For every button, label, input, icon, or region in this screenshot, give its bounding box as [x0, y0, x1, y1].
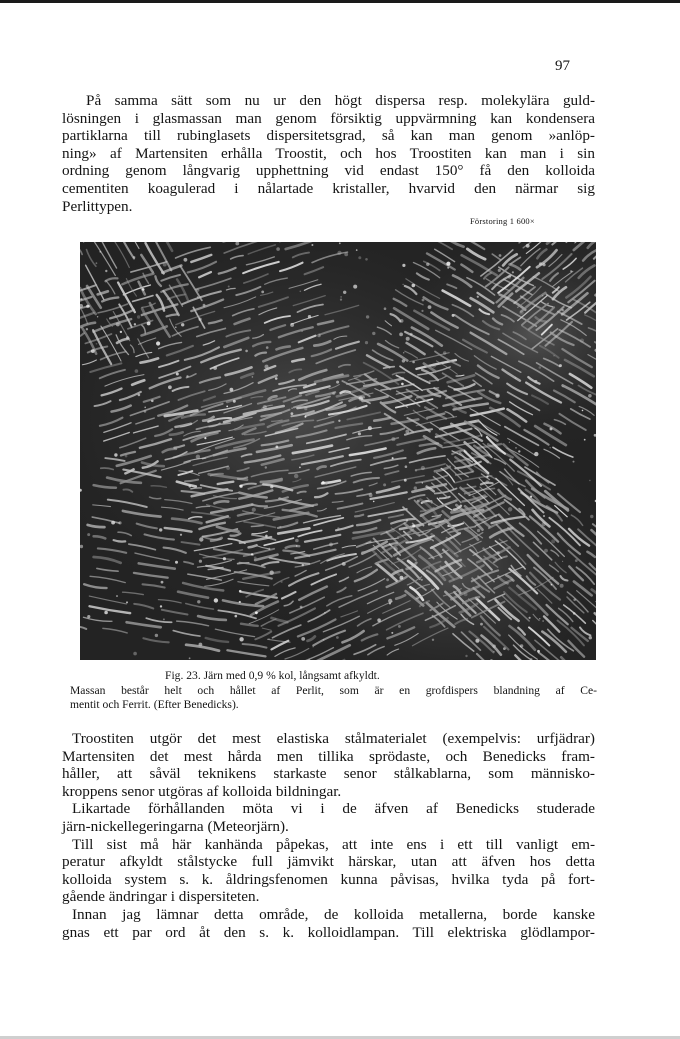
- caption-line: mentit och Ferrit. (Efter Benedicks).: [70, 698, 239, 712]
- speckle: [80, 298, 82, 300]
- speckle: [120, 331, 122, 333]
- speckle: [213, 366, 217, 370]
- speckle: [353, 285, 357, 289]
- speckle: [340, 299, 342, 301]
- intro-line: ning» af Martensiten erhålla Troostit, och hos Troostiten kan man i sin: [62, 144, 595, 162]
- speckle: [226, 466, 230, 470]
- speckle: [391, 437, 395, 441]
- body-line: håller, att såväl teknikens starkaste senor stålkablarna, som människo-: [62, 765, 595, 783]
- speckle: [317, 334, 321, 338]
- speckle: [340, 296, 342, 298]
- speckle: [529, 617, 531, 619]
- speckle: [311, 244, 313, 246]
- speckle: [520, 644, 523, 647]
- speckle: [373, 501, 375, 503]
- speckle: [559, 364, 562, 367]
- speckle: [125, 455, 128, 458]
- speckle: [144, 410, 147, 413]
- speckle: [493, 651, 495, 653]
- intro-line: lösningen i glasmassan man genom försiktig uppvärmning kan kondensera: [62, 109, 595, 127]
- speckle: [405, 430, 409, 434]
- body-line: Troostiten utgör det mest elastiska stålmaterialet (exempelvis: urfjädrar): [72, 730, 595, 747]
- speckle: [299, 467, 301, 469]
- speckle: [477, 529, 480, 532]
- speckle: [261, 291, 264, 294]
- speckle: [515, 447, 517, 449]
- speckle: [133, 256, 135, 258]
- speckle: [239, 590, 242, 593]
- speckle: [308, 315, 311, 318]
- speckle: [562, 309, 564, 311]
- speckle: [410, 333, 413, 336]
- speckle: [252, 376, 254, 378]
- speckle: [539, 262, 542, 265]
- speckle: [431, 502, 433, 504]
- speckle: [560, 584, 564, 588]
- speckle: [126, 336, 129, 339]
- speckle: [254, 557, 257, 560]
- body-line: järn-nickellegeringarna (Meteorjärn).: [62, 817, 289, 835]
- speckle: [290, 323, 294, 327]
- body-line: kolloida system s. k. åldringsfenomen kunna påvisas, hvilka tyda på fort-: [62, 870, 595, 888]
- speckle: [265, 466, 267, 468]
- speckle: [228, 286, 230, 288]
- speckle: [105, 270, 107, 272]
- body-line: Till sist må här kanhända påpekas, att inte ens i ett till vanligt em-: [72, 835, 595, 853]
- speckle: [399, 333, 403, 337]
- speckle: [312, 646, 313, 647]
- speckle: [588, 394, 592, 398]
- speckle: [542, 263, 545, 266]
- speckle: [96, 343, 98, 345]
- speckle: [304, 416, 306, 418]
- speckle: [344, 253, 348, 257]
- speckle: [268, 638, 269, 639]
- speckle: [388, 599, 392, 603]
- speckle: [406, 337, 410, 341]
- body-line: gående ändringar i dispersiteten.: [62, 888, 260, 906]
- speckle: [342, 562, 346, 566]
- speckle: [142, 288, 145, 291]
- page-number: 97: [555, 58, 570, 74]
- speckle: [406, 519, 408, 521]
- speckle: [542, 295, 543, 296]
- speckle: [365, 341, 368, 344]
- speckle: [325, 482, 328, 485]
- speckle: [295, 539, 299, 543]
- speckle: [199, 537, 203, 541]
- speckle: [133, 652, 137, 656]
- body-line: gnas ett par ord åt den s. k. kolloidlampan. Till elektriska glödlampor-: [62, 923, 595, 941]
- speckle: [401, 383, 404, 386]
- speckle: [589, 636, 592, 639]
- speckle: [359, 396, 363, 400]
- speckle: [159, 528, 162, 531]
- speckle: [428, 567, 430, 569]
- speckle: [97, 316, 98, 317]
- speckle: [584, 439, 586, 441]
- speckle: [147, 322, 151, 326]
- speckle: [291, 408, 292, 409]
- speckle: [509, 442, 510, 443]
- speckle: [544, 549, 548, 553]
- speckle: [539, 366, 542, 369]
- speckle: [530, 496, 532, 498]
- speckle: [515, 377, 516, 378]
- speckle: [300, 291, 302, 293]
- speckle: [176, 373, 179, 376]
- speckle: [343, 291, 346, 294]
- speckle: [412, 284, 416, 288]
- speckle: [279, 526, 281, 528]
- micrograph-figure: [80, 242, 596, 660]
- speckle: [421, 310, 423, 312]
- speckle: [266, 346, 269, 349]
- speckle: [263, 405, 267, 409]
- body-line: Likartade förhållanden möta vi i de äfven af Benedicks studerade: [72, 800, 595, 818]
- speckle: [104, 611, 108, 615]
- speckle: [464, 592, 468, 596]
- body-line: peratur afkyldt stålstycke full jämvikt härskar, utan att äfven hos detta: [62, 853, 595, 871]
- speckle: [392, 457, 394, 459]
- speckle: [239, 601, 241, 603]
- intro-line: På samma sätt som nu ur den högt dispersa resp. molekylära guld-: [86, 92, 595, 109]
- intro-line: ordning genom långvarig upphettning vid endast 150° få den kolloida: [62, 162, 595, 180]
- speckle: [255, 611, 258, 614]
- speckle: [300, 606, 303, 609]
- speckle: [446, 262, 450, 266]
- speckle: [270, 485, 273, 488]
- speckle: [432, 639, 434, 641]
- speckle: [486, 476, 488, 478]
- speckle: [398, 625, 401, 628]
- speckle: [181, 323, 184, 326]
- speckle: [304, 407, 307, 410]
- speckle: [550, 427, 553, 430]
- speckle: [114, 453, 117, 456]
- speckle: [537, 650, 540, 653]
- speckle: [186, 375, 188, 377]
- speckle: [197, 296, 199, 298]
- speckle: [356, 249, 358, 251]
- speckle: [443, 351, 446, 354]
- speckle: [417, 500, 420, 503]
- speckle: [86, 305, 89, 308]
- speckle: [294, 474, 298, 478]
- speckle: [180, 534, 182, 536]
- speckle: [138, 394, 141, 397]
- speckle: [503, 647, 506, 650]
- speckle: [415, 399, 417, 401]
- body-line: Innan jag lämnar detta område, de kolloida metallerna, borde kanske: [72, 905, 595, 923]
- speckle: [197, 600, 200, 603]
- speckle: [412, 525, 415, 528]
- speckle: [573, 599, 576, 602]
- figure-caption-body: [70, 684, 597, 713]
- figure-caption-title: Fig. 23. Järn med 0,9 % kol, långsamt afkyldt.: [165, 669, 380, 682]
- speckle: [426, 263, 429, 266]
- speckle: [134, 323, 136, 325]
- speckle: [270, 571, 274, 575]
- speckle: [137, 315, 140, 318]
- caption-line: Massan består helt och hållet af Perlit, som är en grofdispers blandning af Ce-: [70, 684, 597, 697]
- speckle: [252, 508, 256, 512]
- speckle: [428, 305, 432, 309]
- speckle: [405, 465, 408, 468]
- speckle: [582, 410, 584, 412]
- speckle: [526, 244, 530, 248]
- magnification-label: Förstoring 1 600×: [470, 216, 535, 226]
- speckle: [394, 547, 398, 551]
- speckle: [573, 461, 575, 463]
- speckle: [551, 539, 555, 543]
- speckle: [575, 559, 578, 562]
- speckle: [403, 352, 404, 353]
- intro-paragraph: [62, 92, 595, 215]
- speckle: [199, 560, 202, 563]
- speckle: [562, 386, 563, 387]
- speckle: [155, 634, 158, 637]
- speckle: [508, 507, 512, 511]
- speckle: [86, 328, 88, 330]
- speckle: [214, 598, 218, 602]
- speckle: [497, 551, 500, 554]
- speckle: [322, 481, 325, 484]
- speckle: [296, 545, 298, 547]
- speckle: [161, 581, 164, 584]
- speckle: [383, 483, 386, 486]
- speckle: [573, 612, 576, 615]
- speckle: [432, 363, 436, 367]
- speckle: [403, 284, 404, 285]
- speckle: [570, 270, 572, 272]
- speckle: [240, 485, 243, 488]
- speckle: [547, 328, 549, 330]
- speckle: [291, 412, 294, 415]
- speckle: [421, 466, 425, 470]
- speckle: [518, 450, 520, 452]
- speckle: [465, 655, 467, 657]
- speckle: [384, 307, 387, 310]
- speckle: [477, 296, 479, 298]
- speckle: [223, 557, 226, 560]
- speckle: [281, 581, 283, 583]
- speckle: [184, 258, 188, 262]
- speckle: [539, 618, 540, 619]
- speckle: [372, 332, 375, 335]
- speckle: [336, 636, 339, 639]
- speckle: [226, 406, 228, 408]
- speckle: [332, 392, 335, 395]
- speckle: [198, 318, 201, 321]
- speckle: [251, 553, 253, 555]
- speckle: [542, 620, 544, 622]
- speckle: [329, 543, 333, 547]
- speckle: [116, 322, 120, 326]
- speckle: [480, 623, 483, 626]
- speckle: [447, 267, 449, 269]
- speckle: [368, 426, 372, 430]
- speckle: [400, 576, 404, 580]
- speckle: [144, 407, 146, 409]
- speckle: [189, 657, 191, 659]
- speckle: [412, 361, 415, 364]
- speckle: [156, 341, 160, 345]
- speckle: [452, 314, 455, 317]
- speckle: [116, 595, 118, 597]
- speckle: [400, 319, 404, 323]
- speckle: [245, 350, 248, 353]
- speckle: [402, 264, 405, 267]
- speckle: [96, 262, 98, 264]
- speckle: [358, 256, 361, 259]
- speckle: [230, 388, 234, 392]
- speckle: [543, 515, 545, 517]
- speckle: [402, 359, 405, 362]
- speckle: [233, 400, 236, 403]
- speckle: [339, 242, 341, 244]
- speckle: [495, 394, 499, 398]
- speckle: [302, 564, 304, 566]
- speckle: [160, 605, 162, 607]
- speckle: [431, 581, 433, 583]
- speckle: [338, 420, 340, 422]
- speckle: [276, 446, 279, 449]
- speckle: [414, 486, 417, 489]
- speckle: [512, 271, 514, 273]
- speckle: [369, 493, 373, 497]
- speckle: [377, 618, 381, 622]
- speckle: [508, 275, 512, 279]
- speckle: [301, 637, 305, 641]
- speckle: [416, 596, 420, 600]
- body-line: Martensiten det mest hårda men tillika sprödaste, och Benedicks fram-: [62, 747, 595, 765]
- speckle: [163, 618, 165, 620]
- body-paragraphs: [62, 730, 595, 941]
- speckle: [175, 561, 178, 564]
- speckle: [493, 645, 496, 648]
- speckle: [199, 643, 203, 647]
- speckle: [562, 561, 563, 562]
- speckle: [235, 615, 238, 618]
- top-page-edge: [0, 0, 680, 3]
- intro-line: Perlittypen.: [62, 197, 133, 215]
- speckle: [498, 269, 501, 272]
- speckle: [99, 251, 101, 253]
- speckle: [415, 469, 417, 471]
- speckle: [276, 247, 280, 251]
- speckle: [301, 331, 302, 332]
- micrograph-image: [80, 242, 596, 660]
- speckle: [365, 258, 368, 261]
- speckle: [422, 482, 423, 483]
- speckle: [366, 315, 369, 318]
- speckle: [553, 355, 554, 356]
- speckle: [189, 485, 192, 488]
- speckle: [386, 578, 389, 581]
- speckle: [265, 365, 269, 369]
- body-line: kroppens senor utgöras af kolloida bildningar.: [62, 782, 342, 800]
- speckle: [239, 637, 243, 641]
- speckle: [580, 339, 584, 343]
- speckle: [589, 480, 590, 481]
- speckle: [204, 437, 206, 439]
- speckle: [475, 639, 479, 643]
- speckle: [324, 612, 326, 614]
- speckle: [391, 632, 393, 634]
- speckle: [91, 349, 95, 353]
- speckle: [135, 369, 139, 373]
- speckle: [323, 639, 325, 641]
- speckle: [196, 289, 199, 292]
- speckle: [87, 533, 90, 536]
- speckle: [519, 310, 523, 314]
- speckle: [126, 601, 128, 603]
- speckle: [111, 521, 115, 525]
- speckle: [486, 480, 490, 484]
- speckle: [542, 522, 546, 526]
- speckle: [337, 251, 341, 255]
- speckle: [265, 535, 268, 538]
- speckle: [389, 603, 391, 605]
- speckle: [590, 515, 593, 518]
- speckle: [87, 615, 90, 618]
- speckle: [175, 326, 177, 328]
- speckle: [421, 579, 423, 581]
- speckle: [163, 263, 167, 267]
- speckle: [336, 381, 339, 384]
- speckle: [358, 432, 361, 435]
- speckle: [404, 479, 407, 482]
- speckle: [168, 385, 172, 389]
- speckle: [118, 521, 121, 524]
- speckle: [337, 527, 339, 529]
- speckle: [551, 584, 553, 586]
- speckle: [550, 447, 551, 448]
- speckle: [534, 452, 538, 456]
- intro-line: cementiten koagulerad i nålartade kristaller, hvarvid den närmar sig: [62, 179, 595, 197]
- speckle: [203, 304, 206, 307]
- speckle: [275, 377, 278, 380]
- speckle: [422, 299, 425, 302]
- intro-line: partiklarna till rubinglasets dispersitetsgrad, så kan man genom »anlöp-: [62, 127, 595, 145]
- speckle: [151, 400, 154, 403]
- speckle: [534, 380, 537, 383]
- speckle: [268, 548, 270, 550]
- speckle: [196, 455, 200, 459]
- speckle: [499, 254, 502, 257]
